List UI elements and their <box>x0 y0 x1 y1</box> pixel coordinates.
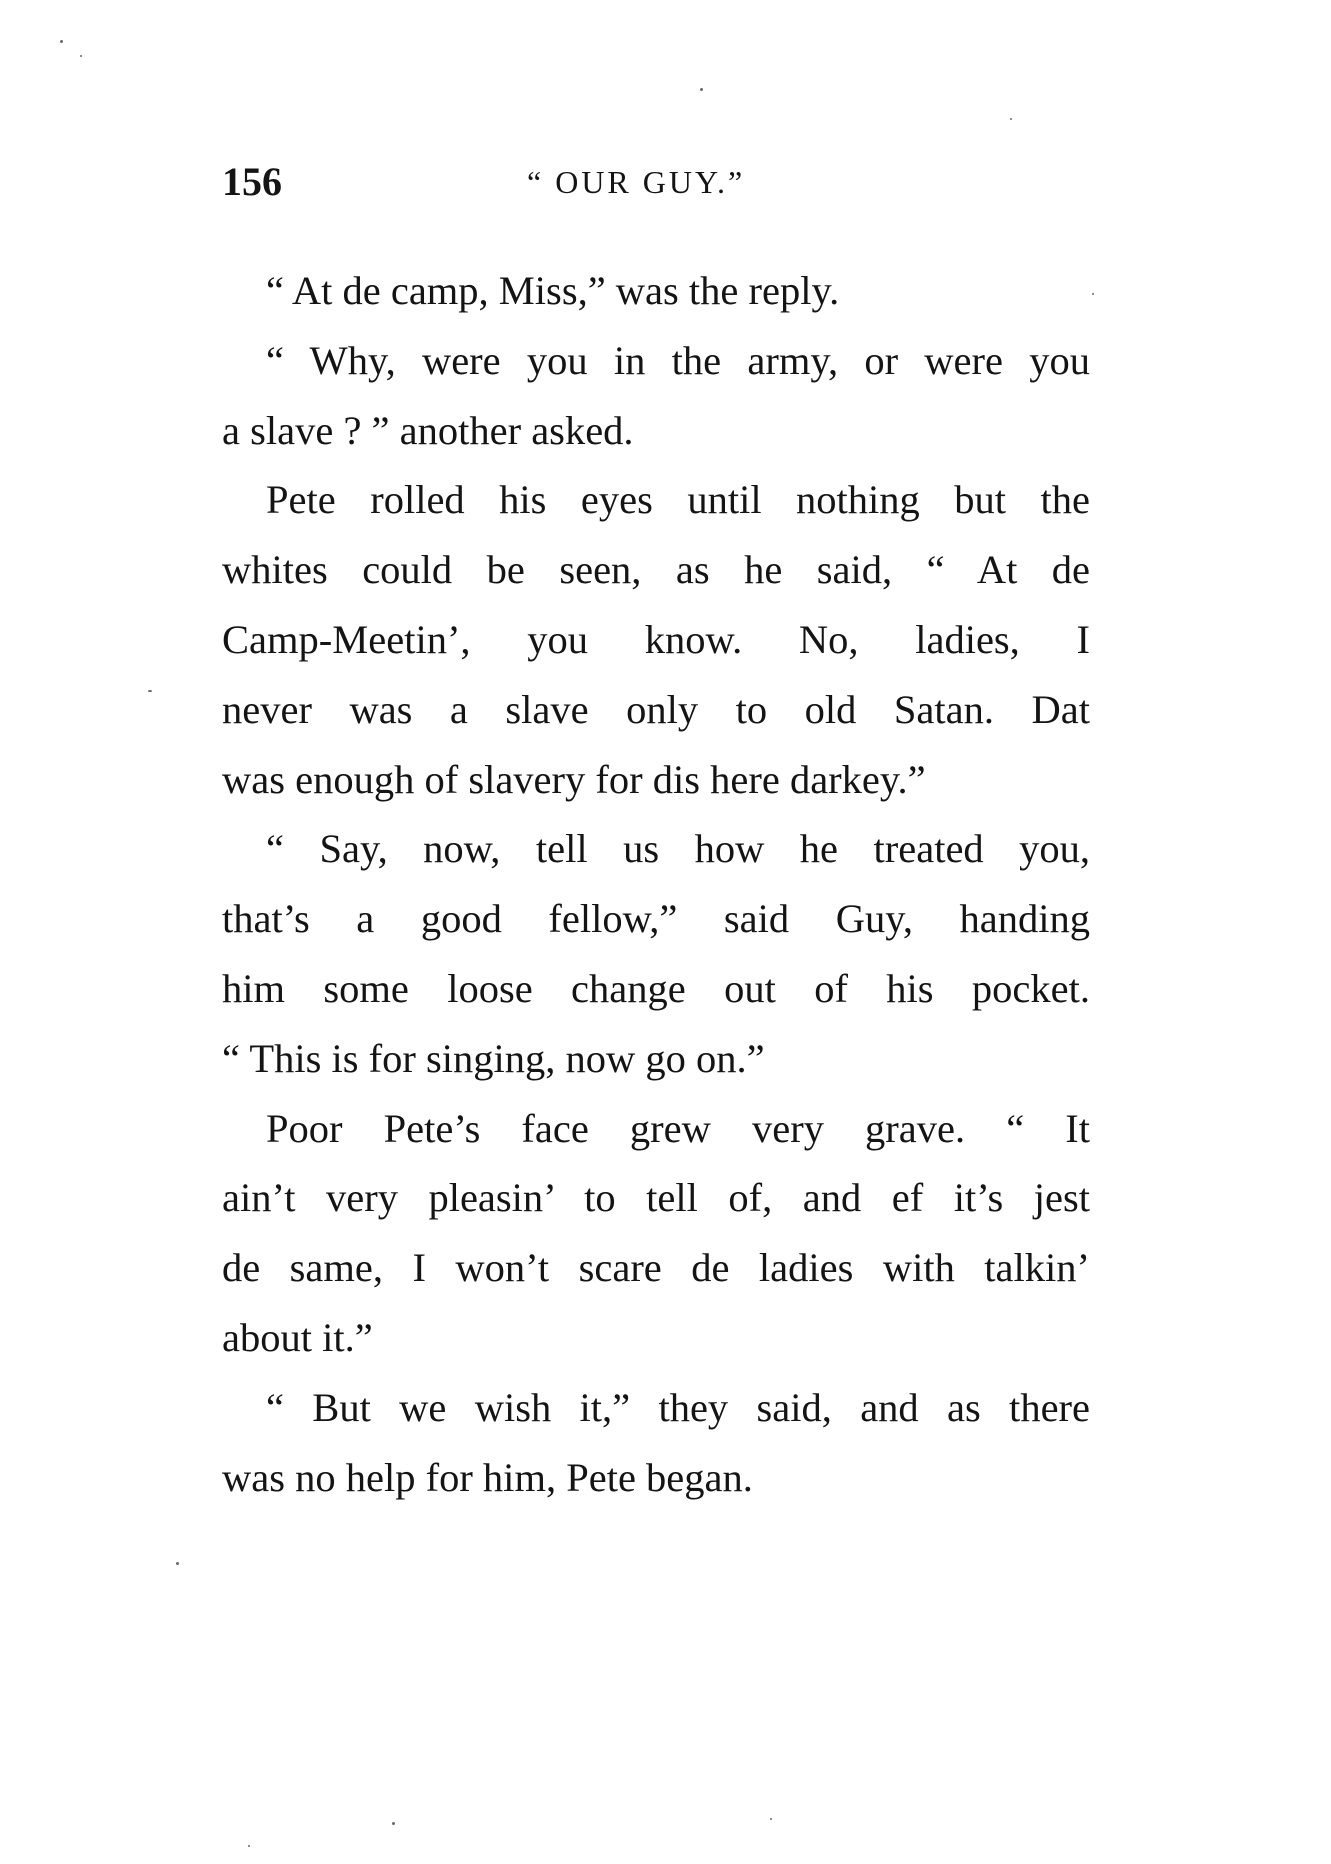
text-line: “ Say, now, tell us how he treated you, <box>266 826 1091 872</box>
paragraph-2 <box>222 326 1090 466</box>
text-line: “ At de camp, Miss,” was the reply. <box>266 268 840 313</box>
text-line: “ This is for singing, now go on.” <box>222 1035 765 1081</box>
paper-speck <box>700 88 703 91</box>
text-line: about it.” <box>222 1314 373 1360</box>
paper-speck <box>80 55 82 57</box>
text-line: “ Why, were you in the army, or were you <box>266 337 1090 383</box>
paper-speck <box>1010 118 1012 120</box>
running-title: “ OUR GUY.” <box>527 164 746 200</box>
paper-speck <box>148 690 152 692</box>
text-line: Poor Pete’s face grew very grave. “ It <box>266 1105 1090 1151</box>
text-line: a slave ? ” another asked. <box>222 407 634 453</box>
paragraph-4 <box>222 814 1090 1093</box>
text-line: whites could be seen, as he said, “ At de <box>222 547 1091 593</box>
page-number: 156 <box>222 159 282 204</box>
paper-speck <box>60 40 63 43</box>
text-line: ain’t very pleasin’ to tell of, and ef it’s jest <box>222 1175 1090 1221</box>
paragraph-3 <box>222 465 1090 814</box>
text-line: that’s a good fellow,” said Guy, handing <box>222 896 1091 942</box>
paper-speck <box>1092 293 1094 295</box>
text-line: de same, I won’t scare de ladies with talkin’ <box>222 1245 1090 1291</box>
body-text <box>222 256 1090 1512</box>
text-line: him some loose change out of his pocket. <box>222 965 1090 1011</box>
text-line: was enough of slavery for dis here darkey.” <box>222 756 926 802</box>
paper-speck <box>770 1818 772 1820</box>
text-line: never was a slave only to old Satan. Dat <box>222 686 1090 732</box>
text-line: Camp-Meetin’, you know. No, ladies, I <box>222 616 1090 662</box>
page-header <box>222 152 1092 212</box>
paragraph-1 <box>222 256 1090 326</box>
paper-speck <box>248 1845 250 1847</box>
text-line: was no help for him, Pete began. <box>222 1454 753 1500</box>
paper-speck <box>392 1822 395 1825</box>
paragraph-5 <box>222 1094 1090 1373</box>
paragraph-6 <box>222 1373 1090 1513</box>
text-line: “ But we wish it,” they said, and as there <box>266 1384 1091 1430</box>
paper-speck <box>176 1562 179 1565</box>
text-line: Pete rolled his eyes until nothing but the <box>266 477 1090 523</box>
